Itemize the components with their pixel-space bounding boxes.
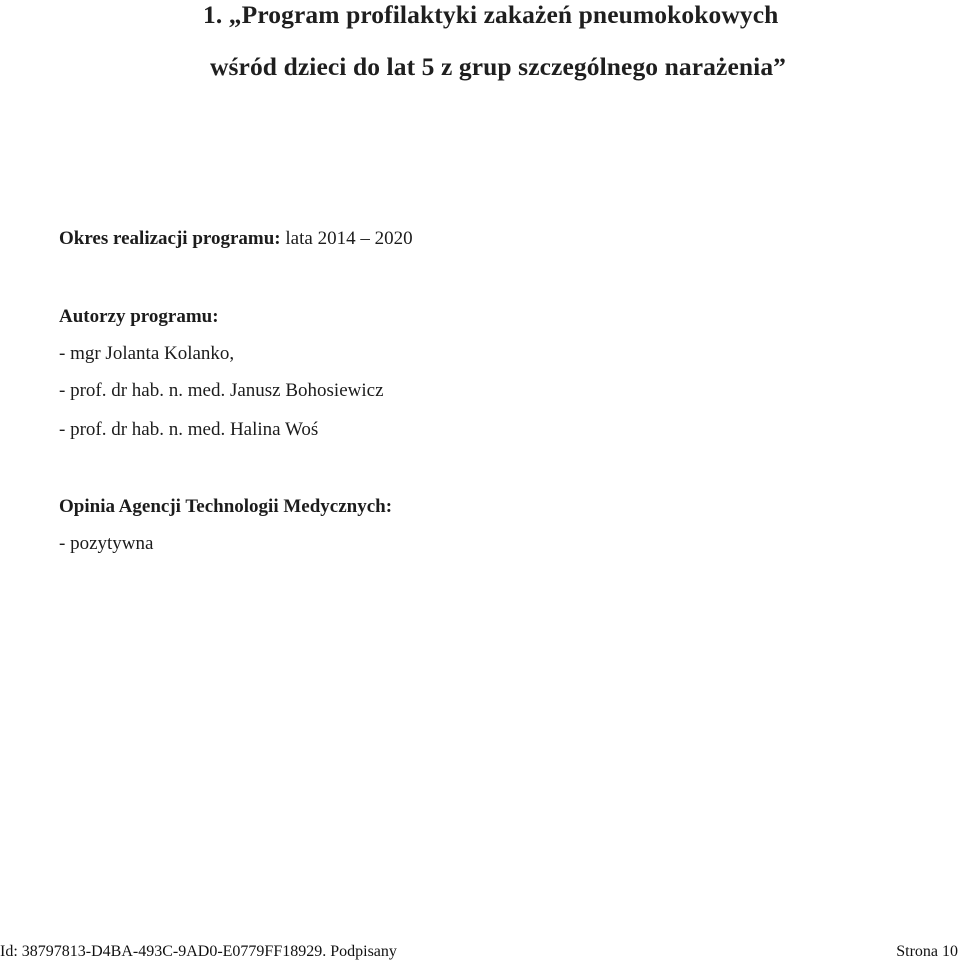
program-period [59, 228, 413, 250]
footer-document-id: Id: 38797813-D4BA-493C-9AD0-E0779FF18929. Podpisany [0, 943, 397, 960]
opinion-value: - pozytywna [59, 533, 154, 554]
opinion-label: Opinia Agencji Technologii Medycznych: [59, 496, 393, 517]
author-item: - mgr Jolanta Kolanko, [59, 343, 235, 364]
program-period-label: Okres realizacji programu: [59, 228, 281, 249]
page-title-line-2: wśród dzieci do lat 5 z grup szczególnego narażenia” [210, 52, 787, 81]
author-item: - prof. dr hab. n. med. Janusz Bohosiewicz [59, 380, 384, 401]
footer-page-number: Strona 10 [896, 943, 958, 960]
program-period-value: lata 2014 – 2020 [285, 228, 413, 249]
page-title-line-1: 1. „Program profilaktyki zakażeń pneumokokowych [203, 0, 779, 29]
authors-label: Autorzy programu: [59, 306, 219, 327]
author-item: - prof. dr hab. n. med. Halina Woś [59, 419, 319, 440]
